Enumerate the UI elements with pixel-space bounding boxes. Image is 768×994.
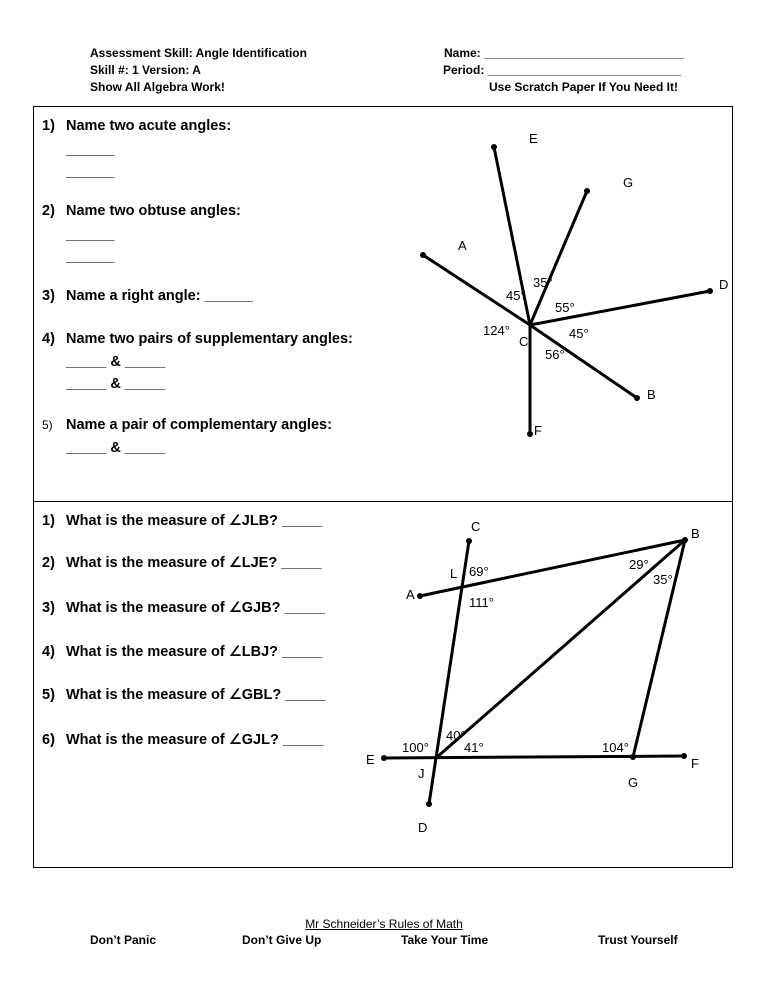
point-f [681,753,687,759]
angle-l-bottom: 111° [469,595,494,610]
assessment-skill-label: Assessment Skill: Angle Identification [90,46,307,60]
footer-title: Mr Schneider’s Rules of Math [305,917,463,931]
label-d: D [418,820,428,835]
label-f: F [534,423,542,438]
angle-figure-rays [409,127,729,467]
answer-blank[interactable]: ______ [66,249,115,265]
angle-j-mid: 40° [446,728,466,743]
period-field[interactable]: Period: _____________________________ [443,63,682,77]
rule-trust-yourself: Trust Yourself [598,933,678,947]
question-2-4 [42,643,322,661]
question-1-5 [42,416,332,434]
angle-fca: 124° [483,323,510,338]
scratch-paper-label: Use Scratch Paper If You Need It! [489,80,678,94]
label-g: G [628,775,639,790]
section-angle-measures [33,502,733,868]
question-text: What is the measure of ∠GJB? _____ [66,600,325,616]
point-e [381,755,387,761]
question-text: What is the measure of ∠LJE? _____ [66,555,322,571]
answer-blank[interactable]: _____ & _____ [66,440,166,456]
label-e: E [366,752,375,767]
question-2-5 [42,686,326,704]
label-g: G [623,175,634,190]
question-text: Name a right angle: ______ [66,288,253,304]
angle-ace: 45° [506,288,526,303]
question-number: 3) [42,288,55,304]
question-2-3 [42,599,325,617]
angle-j-right: 41° [464,740,484,755]
question-text: What is the measure of ∠JLB? _____ [66,513,323,529]
question-2-2 [42,554,322,572]
question-1-1 [42,117,231,135]
question-1-2 [42,202,241,220]
label-j: J [418,766,425,781]
point-d [707,288,713,294]
rule-take-your-time: Take Your Time [401,933,489,947]
point-e [491,144,497,150]
line-ef [384,756,684,758]
question-text: What is the measure of ∠GJL? _____ [66,732,324,748]
label-a: A [458,238,467,253]
question-text: Name two pairs of supplementary angles: [66,331,353,347]
label-c: C [519,334,529,349]
question-text: Name two acute angles: [66,118,232,134]
section-angle-identification [33,106,733,502]
rule-dont-give-up: Don’t Give Up [242,933,322,947]
question-number: 2) [42,203,55,219]
question-1-3 [42,287,253,305]
angle-j-left: 100° [402,740,429,755]
label-d: D [719,277,729,292]
algebra-work-label: Show All Algebra Work! [90,80,225,94]
point-g [630,754,636,760]
name-field[interactable]: Name: ______________________________ [444,46,685,60]
question-number: 4) [42,331,55,347]
question-number: 4) [42,644,55,660]
point-a [417,593,423,599]
angle-b-right: 35° [653,572,673,587]
point-b [682,537,688,543]
skill-version-label: Skill #: 1 Version: A [90,63,201,77]
answer-blank[interactable]: ______ [66,142,115,158]
angle-ecg: 35° [533,275,553,290]
question-text: What is the measure of ∠LBJ? _____ [66,644,323,660]
point-g [584,188,590,194]
point-b [634,395,640,401]
label-b: B [647,387,656,402]
answer-blank[interactable]: ______ [66,227,115,243]
answer-blank[interactable]: _____ & _____ [66,354,166,370]
angle-bcf: 56° [545,347,565,362]
point-d [426,801,432,807]
question-text: Name two obtuse angles: [66,203,241,219]
transversal-figure [354,512,724,862]
question-number: 1) [42,118,55,134]
question-number: 6) [42,732,55,748]
label-a: A [406,587,415,602]
point-c [466,538,472,544]
line-cd [429,541,469,804]
point-a [420,252,426,258]
rule-dont-panic: Don’t Panic [90,933,157,947]
answer-blank[interactable]: ______ [66,164,115,180]
angle-l-top: 69° [469,564,489,579]
question-number: 5) [42,687,55,703]
question-2-1 [42,512,322,530]
label-l: L [450,566,458,581]
label-b: B [691,526,700,541]
question-number: 5) [42,418,53,432]
label-f: F [691,756,699,771]
question-number: 3) [42,600,55,616]
label-c: C [471,519,481,534]
question-number: 1) [42,513,55,529]
answer-blank[interactable]: _____ & _____ [66,376,166,392]
question-2-6 [42,731,323,749]
question-text: Name a pair of complementary angles: [66,417,332,433]
angle-b-left: 29° [629,557,649,572]
point-f [527,431,533,437]
question-1-4 [42,330,353,348]
label-e: E [529,131,538,146]
angle-gcd: 55° [555,300,575,315]
angle-g-left: 104° [602,740,629,755]
angle-dcb: 45° [569,326,589,341]
question-number: 2) [42,555,55,571]
question-text: What is the measure of ∠GBL? _____ [66,687,326,703]
